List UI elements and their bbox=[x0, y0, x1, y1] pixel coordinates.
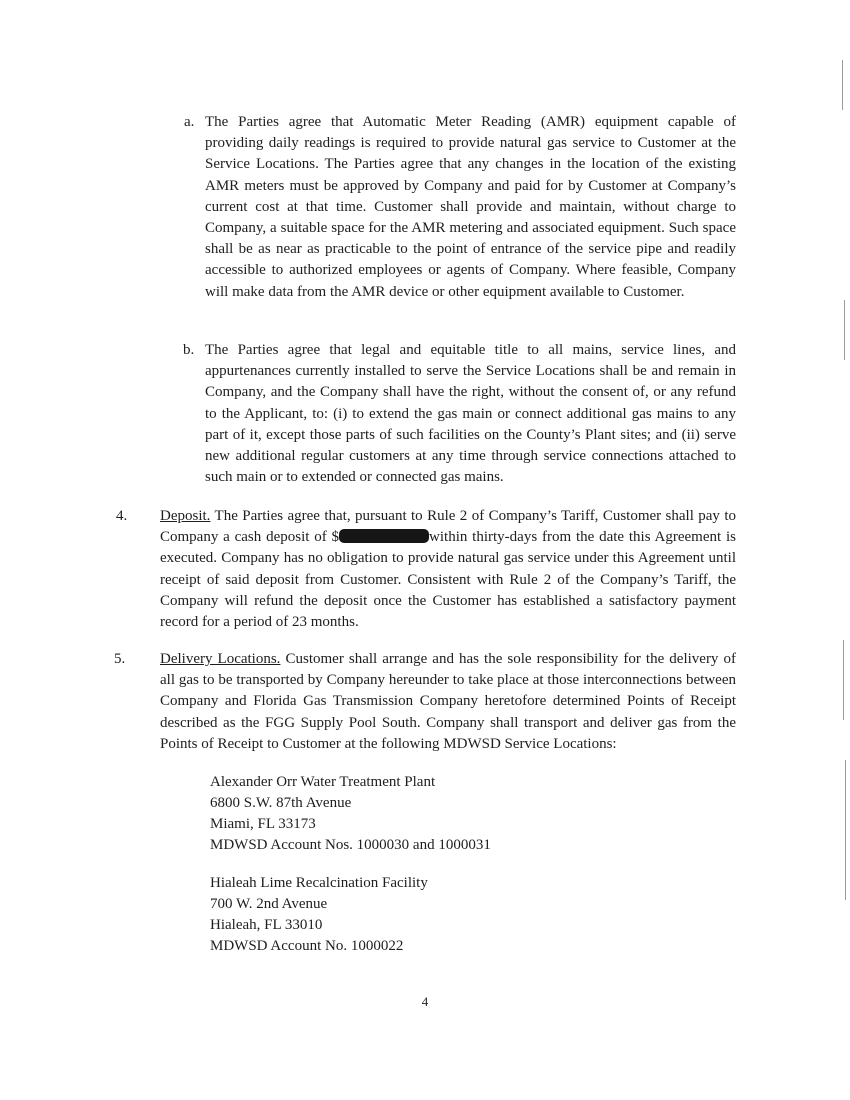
location-city: Miami, FL 33173 bbox=[210, 816, 316, 832]
page-number: 4 bbox=[421, 994, 429, 1009]
location-city: Hialeah, FL 33010 bbox=[210, 917, 323, 933]
location-account: MDWSD Account No. 1000022 bbox=[210, 938, 404, 954]
scan-edge-mark bbox=[843, 640, 844, 720]
section-5-paragraph bbox=[160, 649, 736, 755]
subitem-b-paragraph: The Parties agree that legal and equitable title to all mains, service lines, and appurtenances currently installed to serve the Service Locations shall be and remain in Company, and the Company shall have the right, without the consent of, or any refund to the Applicant, to: (i) to extend the gas main or connect additional gas mains to any part of it, except those parts of such facilities on the County’s Plant sites; and (ii) serve new additional regular customers at any time through service connections attached to such main or to extended or connected gas mains. bbox=[205, 342, 736, 486]
service-location-2 bbox=[210, 873, 428, 957]
redaction-block bbox=[339, 529, 429, 543]
scan-edge-mark bbox=[844, 300, 845, 360]
scan-edge-mark bbox=[845, 760, 846, 900]
section-5-number: 5. bbox=[114, 651, 126, 667]
section-4-text-after: within thirty-days from the date this Agreement is executed. Company has no obligation to provide natural gas service under this Agreement until receipt of said deposit from Customer. Consistent with Rule 2 of the Company’s Tariff, the Company will refund the deposit once the Customer has established a satisfactory payment record for a period of 23 months. bbox=[160, 529, 736, 631]
section-4-number: 4. bbox=[116, 508, 128, 524]
section-4-heading: Deposit. bbox=[160, 508, 211, 524]
location-account: MDWSD Account Nos. 1000030 and 1000031 bbox=[210, 837, 491, 853]
subitem-a-marker: a. bbox=[184, 114, 195, 130]
location-street: 700 W. 2nd Avenue bbox=[210, 896, 328, 912]
subitem-a-paragraph: The Parties agree that Automatic Meter Reading (AMR) equipment capable of providing daily readings is required to provide natural gas service to Customer at the Service Locations. The Parties agree that any changes in the location of the existing AMR meters must be approved by Company and paid for by Customer at Company’s current cost at that time. Customer shall provide and maintain, without charge to Company, a suitable space for the AMR metering and associated equipment. Such space shall be as near as practicable to the point of entrance of the service pipe and readily accessible to authorized employees or agents of Company. Where feasible, Company will make data from the AMR device or other equipment available to Customer. bbox=[205, 114, 736, 300]
subitem-b-marker: b. bbox=[183, 342, 195, 358]
section-5-text: Customer shall arrange and has the sole responsibility for the delivery of all gas to be transported by Company hereunder to take place at those interconnections between Company and Florida Gas Transmission Company heretofore determined Points of Receipt described as the FGG Supply Pool South. Company shall transport and deliver gas from the Points of Receipt to Customer at the following MDWSD Service Locations: bbox=[160, 651, 736, 752]
location-name: Alexander Orr Water Treatment Plant bbox=[210, 774, 436, 790]
section-5-heading: Delivery Locations. bbox=[160, 651, 281, 667]
location-street: 6800 S.W. 87th Avenue bbox=[210, 795, 352, 811]
section-4-text-before: The Parties agree that, pursuant to Rule 2 of Company’s Tariff, Customer shall pay to Company a cash deposit of $ bbox=[160, 508, 736, 546]
location-name: Hialeah Lime Recalcination Facility bbox=[210, 875, 428, 891]
scan-edge-mark bbox=[842, 60, 843, 110]
service-location-1 bbox=[210, 772, 491, 856]
section-4-paragraph bbox=[160, 506, 736, 633]
